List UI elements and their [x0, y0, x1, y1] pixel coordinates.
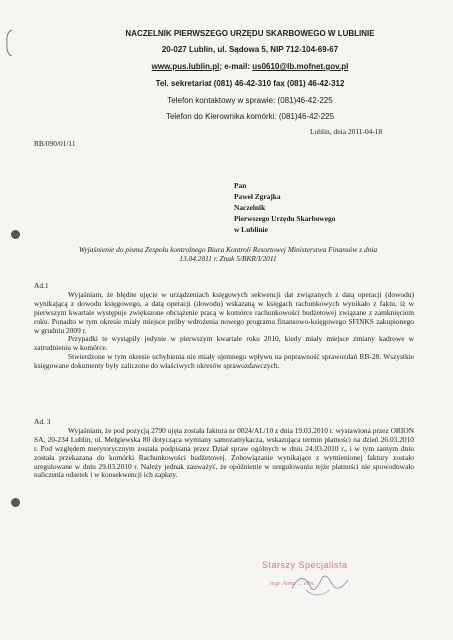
addressee-block — [234, 180, 335, 235]
addressee-line: w Lublinie — [234, 225, 268, 234]
punch-hole — [11, 498, 20, 507]
manager-phone: Telefon do Kierownika komórki: (081)46-42-225 — [165, 112, 335, 121]
stamp-name: mgr Anna ... elin — [270, 580, 314, 587]
section-label: Ad.1 — [34, 281, 49, 290]
section-ad1 — [34, 282, 414, 371]
section-label: Ad. 3 — [34, 417, 51, 426]
website-link[interactable]: www.pus.lublin.pl — [151, 62, 220, 71]
handwritten-signature — [252, 560, 372, 612]
paragraph: Wyjaśniam, że pod pozycją 2790 ujęta została faktura nr 0024/AL/10 z dnia 19.03.2010 r. wystawiona przez ORION SA, 20-234 Lublin, ul. Mełgiewska 80 dotycząca wymiany samozamykacza, wskazująca termin płatności na dzień 26.03.2010 r. Pod względem merytorycznym została podpisana przez Dział spraw ogólnych w dniu 24.03.2010 r., i w tym samym dniu została przekazana do komórki Rachunkowości budżetowej. Zobowiązanie wynikające z wymienionej faktury zostało uregulowane w dniu 29.03.2010 r. Należy jednak zauważyć, że opóźnienie w uregulowaniu tejże płatności nie spowodowało naliczenia odsetek i w konsekwencji ich zapłaty. — [34, 425, 414, 480]
binder-bracket-mark — [4, 28, 14, 58]
addressee-line: Pierwszego Urzędu Skarbowego — [234, 214, 336, 223]
letter-date: Lublin, dnia 2011-04-18 — [310, 127, 383, 136]
addressee-line: Paweł Zgrajka — [234, 192, 281, 201]
office-name: NACZELNIK PIERWSZEGO URZĘDU SKARBOWEGO W LUBLINIE — [125, 29, 375, 38]
paragraph: Przypadki te wystąpiły jedynie w pierwszym kwartale roku 2010, kiedy miały miejsce zmiany kadrowe w zatrudnieniu w komórce. — [34, 334, 414, 353]
paragraph: Stwierdzone w tym okresie uchybienia nie miały ujemnego wpływu na poprawność sprawozdań RB-28. Wszystkie księgowane dokumenty były zaliczone do właściwych okresów sprawozdawczych. — [34, 352, 414, 371]
signature-stamp — [252, 560, 372, 612]
addressee-line: Naczelnik — [234, 203, 266, 212]
paragraph: Wyjaśniam, że błędne ujęcie w urządzeniach księgowych sekwencji dat związanych z datą operacji (dowodu) wynikającą z dowodu księgowego, a datą operacji (dowodu) wskazaną w księgach rachunkowych wynikało z faktu, iż w pierwszym kwartale występuje zwiększone obciążenie pracą w komórce rachunkowości budżetowej związane z zamknięciem roku. Ponadto w tym okresie miały miejsce próby wdrożenia nowego programu finansowo-księgowego SFINKS zakupionego w grudniu 2009 r. — [34, 289, 414, 335]
section-ad3 — [34, 418, 414, 480]
email-link[interactable]: us0610@lb.mofnet.gov.pl — [252, 62, 349, 71]
addressee-line: Pan — [234, 181, 247, 190]
office-address: 20-027 Lublin, ul. Sądowa 5, NIP 712-104-69-67 — [161, 45, 339, 54]
subject-line: Wyjaśnienie do pisma Zespołu kontrolnego Biura Kontroli Resortowej Ministerstwa Finansów z dnia 13.04.2011 r. Znak 5/BKR/I/2011 — [78, 245, 378, 264]
punch-hole — [11, 230, 20, 239]
phone-fax: Tel. sekretariat (081) 46-42-310 fax (081) 46-42-312 — [155, 79, 345, 88]
web-and-email — [80, 62, 420, 72]
reference-number: RB/090/01/11 — [34, 139, 76, 148]
email-prefix: ; e-mail: — [219, 62, 253, 71]
stamp-title: Starszy Specjalista — [262, 560, 348, 570]
contact-phone: Telefon kontaktowy w sprawie: (081)46-42-225 — [167, 96, 333, 105]
